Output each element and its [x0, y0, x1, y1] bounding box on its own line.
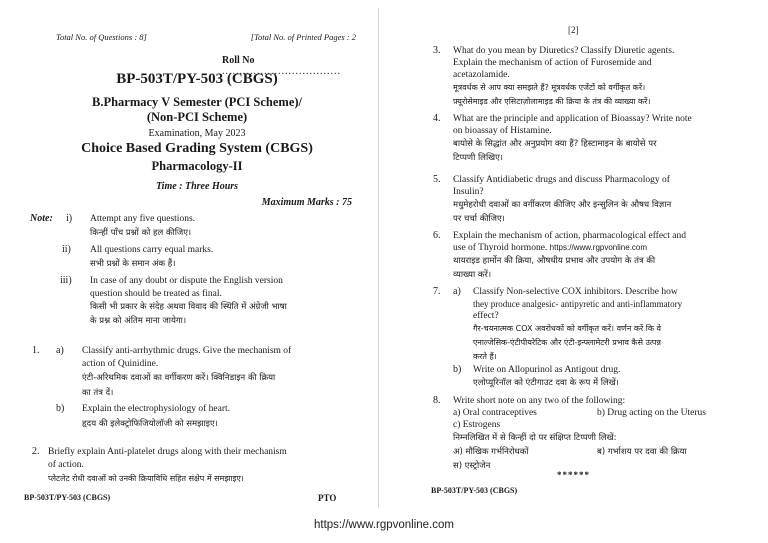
q8-option-c: c) Estrogens — [453, 420, 501, 430]
q1a-label: a) — [56, 345, 64, 356]
note-3-hi-2: के प्रश्न को अंतिम माना जायेगा। — [90, 316, 187, 326]
q7b-en: Write on Allopurinol as Antigout drug. — [473, 365, 621, 375]
q3-hi-2: फ़्यूरोसेमाइड और एसिटाज़ोलामाइड की क्रिया के तंत्र की व्याख्या करें। — [453, 97, 651, 106]
total-questions: Total No. of Questions : 8] — [56, 32, 147, 42]
note-label: Note: — [30, 213, 53, 224]
q7a-en-3: effect? — [473, 311, 499, 321]
page-number: [2] — [568, 25, 579, 35]
note-num-2: ii) — [62, 244, 71, 255]
q1-number: 1. — [32, 345, 40, 356]
note-2-en: All questions carry equal marks. — [90, 245, 214, 255]
time-allowed: Time : Three Hours — [155, 181, 239, 192]
pto-label: PTO — [318, 493, 337, 503]
q7a-hi-3: करते हैं। — [473, 352, 497, 361]
q1a-hi-2: का तंत्र दें। — [82, 388, 114, 398]
note-3-en-2: question should be treated as final. — [90, 289, 222, 299]
left-page — [22, 0, 356, 520]
q3-en-3: acetazolamide. — [453, 70, 510, 80]
q8-hi: निम्नलिखित में से किन्हीं दो पर संक्षिप्त टिप्पणी लिखें: — [453, 433, 617, 443]
q6-number: 6. — [433, 230, 441, 241]
end-stars: ****** — [557, 470, 590, 480]
q7a-label: a) — [453, 286, 461, 297]
q3-number: 3. — [433, 45, 441, 56]
q8-option-a: a) Oral contraceptives — [453, 408, 537, 418]
q4-en-2: on bioassay of Histamine. — [453, 126, 552, 136]
course-title: B.Pharmacy V Semester (PCI Scheme)/ — [91, 95, 303, 109]
header-row — [56, 32, 356, 42]
q2-en-1: Briefly explain Anti-platelet drugs along with their mechanism — [48, 447, 287, 457]
q3-en-1: What do you mean by Diuretics? Classify Diuretic agents. — [453, 46, 675, 56]
total-pages: [Total No. of Printed Pages : 2 — [250, 32, 356, 42]
q7a-hi-1: गैर-चयनात्मक COX अवरोधकों को वर्गीकृत करें। वर्णन करें कि वे — [473, 324, 661, 333]
q7b-label: b) — [453, 364, 462, 375]
q2-number: 2. — [32, 446, 40, 457]
q2-hi: प्लेटलेट रोधी दवाओं को उनकी क्रियाविधि सहित संक्षेप में समझाइए। — [48, 474, 244, 483]
note-num-1: i) — [66, 213, 73, 224]
q5-hi-2: पर चर्चा कीजिए। — [453, 214, 505, 224]
q5-number: 5. — [433, 174, 441, 185]
q7a-en-2: they produce analgesic- antipyretic and anti-inflammatory — [473, 299, 683, 309]
q4-en-1: What are the principle and application of Bioassay? Write note — [453, 114, 692, 124]
q4-hi-1: बायोसे के सिद्धांत और अनुप्रयोग क्या हैं? हिस्टामाइन के बायोसे पर — [453, 139, 657, 149]
right-page — [425, 0, 755, 520]
note-1-en: Attempt any five questions. — [90, 214, 196, 224]
q7a-hi-2: एनाल्जेसिक-एंटीपीयरेटिक और एंटी-इन्फ्लामेटरी प्रभाव कैसे उत्पन्न — [473, 338, 661, 347]
max-marks: Maximum Marks : 75 — [261, 197, 352, 208]
q8-hi-option-a: अ) मौखिक गर्भनिरोधकों — [453, 447, 529, 457]
q6-en-2 — [453, 242, 647, 254]
subject-title: Pharmacology-II — [151, 159, 243, 173]
roll-no-label: Roll No — [222, 55, 255, 66]
q4-hi-2: टिप्पणी लिखिए। — [453, 153, 504, 163]
q1a-hi-1: एंटी-अरिथमिक दवाओं का वर्गीकरण करें। क्विनिडाइन की क्रिया — [82, 373, 276, 383]
note-1-hi: किन्हीं पाँच प्रश्नों को हल कीजिए। — [90, 228, 192, 238]
q5-en-1: Classify Antidiabetic drugs and discuss Pharmacology of — [453, 175, 670, 185]
note-3-hi-1: किसी भी प्रकार के संदेह अथवा विवाद की स्थिति में अंग्रेजी भाषा — [90, 302, 287, 312]
q7a-en-1: Classify Non-selective COX inhibitors. Describe how — [473, 287, 678, 297]
course-title-2: (Non-PCI Scheme) — [146, 110, 248, 124]
q8-hi-option-b: ब) गर्भाशय पर दवा की क्रिया — [597, 447, 687, 457]
q5-en-2: Insulin? — [453, 187, 484, 197]
q6-hi-2: व्याख्या करें। — [453, 270, 492, 280]
note-2-hi: सभी प्रश्नों के समान अंक हैं। — [90, 259, 176, 269]
q3-en-2: Explain the mechanism of action of Furosemide and — [453, 58, 652, 68]
q8-en: Write short note on any two of the following: — [453, 396, 626, 406]
q5-hi-1: मधुमेहरोधी दवाओं का वर्गीकरण कीजिए और इन्सुलिन के औषध विज्ञान — [453, 200, 672, 210]
q7-number: 7. — [433, 286, 441, 297]
q7b-hi: एलोप्यूरिनॉल को एंटीगाउट दवा के रूप में लिखें। — [473, 378, 619, 388]
note-num-3: iii) — [60, 275, 72, 286]
q6-en-1: Explain the mechanism of action, pharmacological effect and — [453, 231, 687, 241]
q1a-en-2: action of Quinidine. — [82, 359, 159, 369]
q3-hi-1: मूत्रवर्धक से आप क्या समझते हैं? मूत्रवर्धक एजेंटों को वर्गीकृत करें। — [453, 83, 646, 92]
q1b-hi: हृदय की इलेक्ट्रोफिजियोलॉजी को समझाइए। — [82, 419, 218, 429]
exam-session: Examination, May 2023 — [148, 128, 246, 139]
q6-hi-1: थायराइड हार्मोन की क्रिया, औषधीय प्रभाव और उपयोग के तंत्र की — [453, 256, 656, 266]
left-footer-code: BP-503T/PY-503 (CBGS) — [24, 493, 111, 502]
grading-system: Choice Based Grading System (CBGS) — [81, 141, 313, 156]
q8-option-b: b) Drug acting on the Uterus — [597, 408, 706, 418]
q1a-en-1: Classify anti-arrhythmic drugs. Give the mechanism of — [82, 346, 292, 356]
page-divider — [378, 8, 379, 508]
q8-number: 8. — [433, 395, 441, 406]
q1b-en: Explain the electrophysiology of heart. — [82, 404, 230, 414]
q1b-label: b) — [56, 403, 65, 414]
q6-en-2-text: use of Thyroid hormone. — [453, 243, 548, 253]
note-3-en-1: In case of any doubt or dispute the English version — [90, 276, 283, 286]
q6-inline-url[interactable]: https://www.rgpvonline.com — [549, 243, 648, 252]
paper-code: BP-503T/PY-503 (CBGS) — [116, 71, 278, 87]
roll-no-dots: .................................. — [222, 66, 341, 77]
q4-number: 4. — [433, 113, 441, 124]
bottom-url[interactable]: https://www.rgpvonline.com — [314, 519, 454, 531]
right-footer-code: BP-503T/PY-503 (CBGS) — [431, 486, 518, 495]
q2-en-2: of action. — [48, 460, 84, 470]
q8-hi-option-c: स) एस्ट्रोजेन — [453, 461, 491, 471]
